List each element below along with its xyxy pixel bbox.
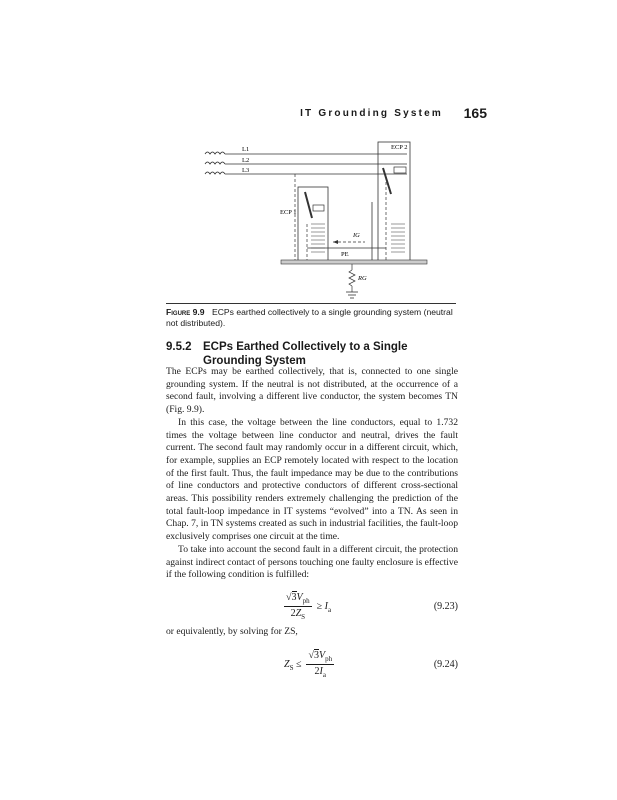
caption-text: ECPs earthed collectively to a single grounding system (neutral not distributed).	[166, 307, 453, 328]
equation-number: (9.24)	[433, 659, 458, 670]
section-heading	[166, 340, 458, 368]
equation-number: (9.23)	[433, 601, 458, 612]
ground-symbol-icon	[346, 292, 358, 298]
ecp1-fault-link	[305, 192, 312, 218]
circuit-diagram	[195, 132, 435, 304]
running-title: IT Grounding System	[300, 108, 443, 119]
line-conductors	[225, 154, 407, 174]
ecp2-fault-link	[383, 168, 391, 194]
ecp2-earth-electrode	[391, 224, 405, 252]
between-equations-text: or equivalently, by solving for ZS,	[166, 626, 298, 637]
label-l1: L1	[242, 146, 250, 153]
label-pe: PE	[341, 251, 349, 258]
paragraph: The ECPs may be earthed collectively, that is, connected to one single grounding system. If the neutral is not distributed, at the occurrence of a second fault, involving a different live conductor, the system becomes TN (Fig. 9.9).	[166, 366, 458, 416]
ecp1-enclosure	[298, 187, 328, 262]
section-title-line1: ECPs Earthed Collectively to a Single	[203, 341, 408, 353]
label-l2: L2	[242, 157, 250, 164]
ecp2-load-icon	[394, 167, 406, 173]
section-title-line2: Grounding System	[203, 355, 306, 367]
figure-caption	[166, 307, 458, 329]
label-ecp2: ECP 2	[391, 144, 408, 151]
page-number: 165	[463, 105, 487, 121]
body-text	[166, 366, 458, 582]
caption-label: Figure 9.9	[166, 307, 205, 317]
transformer-coils	[205, 152, 225, 174]
caption-rule	[166, 303, 456, 304]
figure-9-9	[195, 132, 435, 304]
ecp1-load-icon	[313, 205, 324, 211]
paragraph: In this case, the voltage between the line conductors, equal to 1.732 times the voltage between line conductor and neutral, drives the fault current. The second fault may randomly occur in a different circuit, which, for example, supplies an ECP remotely located with respect to the location of the first fault. Thus, the fault impedance may be due to the contributions of line conductors and protective conductors of different cross-sectional areas. This possibility renders extremely challenging the prediction of the total fault-loop impedance in IT systems “evolved” into a TN. As seen in Chap. 7, in TN systems created as such in industrial facilities, the fault-loop exclusively comprises one circuit at the time.	[166, 416, 458, 543]
label-fault-current: IG	[353, 232, 360, 239]
ground-surface	[281, 260, 427, 264]
section-number: 9.5.2	[166, 341, 192, 353]
page-header	[160, 106, 487, 126]
equation-9-23: $\frac{√3V_{ph}}{2Z_S}$ ≥ $I_a$ (9.23)	[286, 592, 458, 621]
label-earth-resistance: RG	[358, 275, 367, 282]
equation-9-24: $Z_S$ ≤ $\frac{√3V_{ph}}{2I_a}$ (9.24)	[284, 650, 458, 679]
earth-resistance-icon	[349, 270, 355, 286]
paragraph: To take into account the second fault in a different circuit, the protection against indirect contact of persons touching one faulty enclosure is effective if the following condition is fulfilled:	[166, 543, 458, 581]
label-l3: L3	[242, 167, 250, 174]
label-ecp1: ECP 1	[280, 209, 297, 216]
